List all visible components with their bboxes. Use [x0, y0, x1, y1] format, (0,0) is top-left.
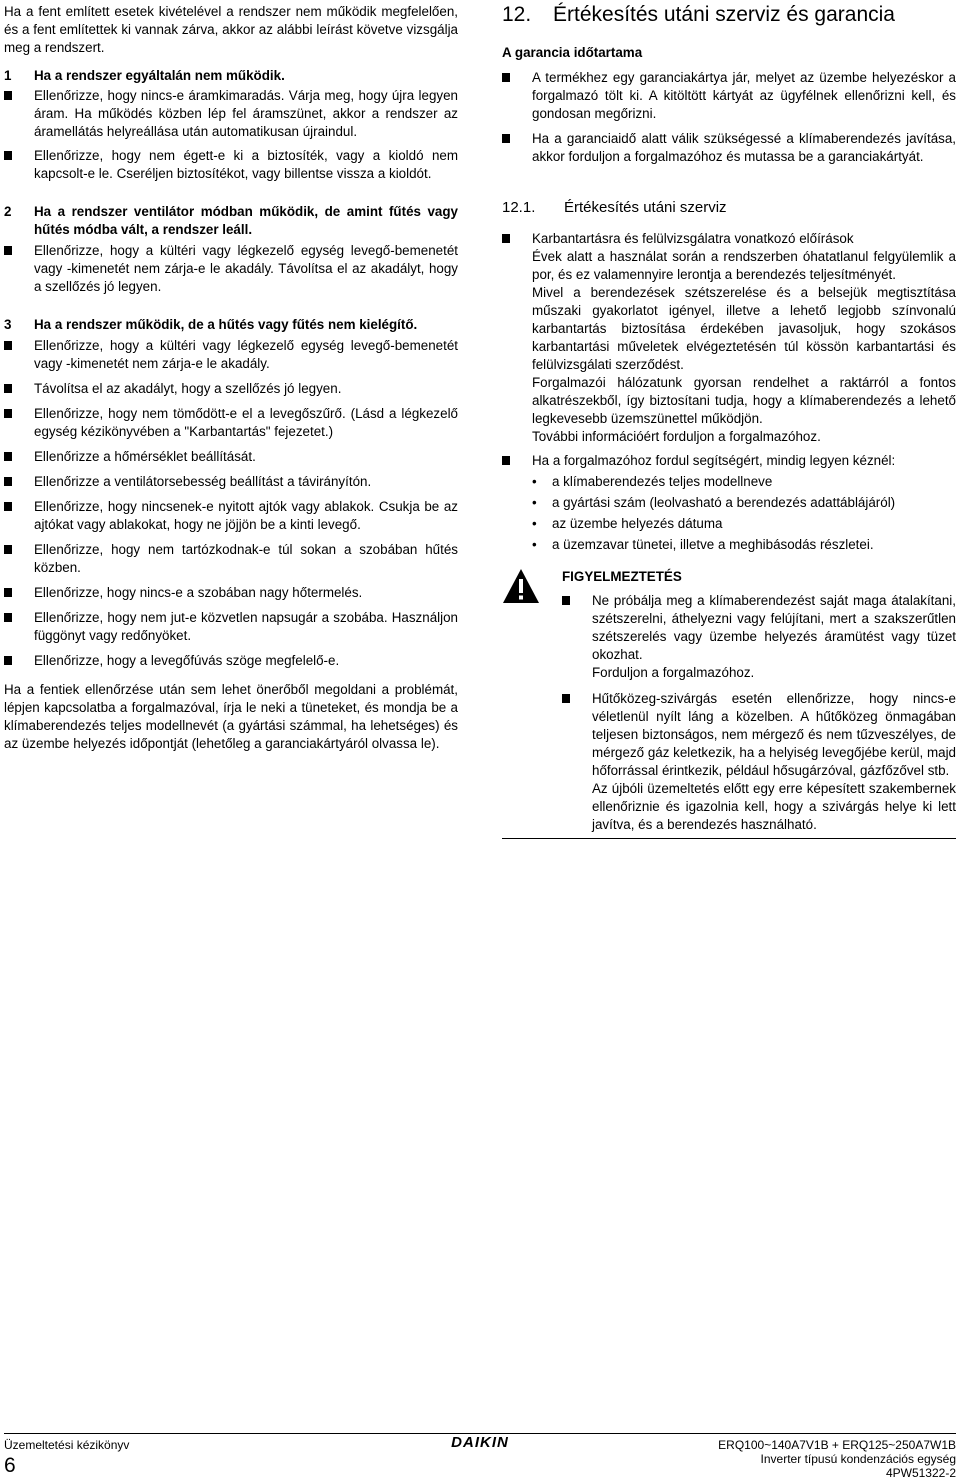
warning-bottom-rule	[502, 838, 956, 839]
warning-item: Ne próbálja meg a klímaberendezést saját maga átalakítani, szétszerelni, áthelyezni vagy felújítani, mert a szakszerűtlen szétszerelés vagy üzembe helyezés áramütést vagy tüzet okozhat. Forduljon a forgalmazóhoz.	[562, 592, 956, 682]
list-item: Ha a garanciaidő alatt válik szükségessé a klímaberendezés javítása, akkor forduljon a forgalmazóhoz és mutassa be a garanciakártyát.	[502, 130, 956, 166]
list-item: Ellenőrizze, hogy nem tartózkodnak-e túl sokan a szobában hűtés közben.	[4, 541, 458, 577]
list-item: Ellenőrizze, hogy a kültéri vagy légkezelő egység levegő-bemenetét vagy -kimenetét nem zárja-e le akadály.	[4, 337, 458, 373]
list-item: Ellenőrizze a hőmérséklet beállítását.	[4, 448, 458, 466]
bullet-square-icon	[4, 384, 12, 393]
section-3-number: 3	[4, 317, 12, 332]
bullet-square-icon	[4, 91, 12, 100]
section-1-heading	[4, 67, 458, 85]
bullet-square-icon	[4, 452, 12, 461]
dot-list-item: • a gyártási szám (leolvasható a berendezés adattáblájáról)	[532, 495, 896, 510]
bullet-square-icon	[4, 246, 12, 255]
list-item: Ellenőrizze, hogy nincs-e a szobában nagy hőtermelés.	[4, 584, 458, 602]
list-item: Ellenőrizze, hogy nincs-e áramkimaradás. Várja meg, hogy újra legyen áram. Ha működés közben lép fel áramszünet, akkor a rendszer az áramellátás helyreállása után automatikusan újraindul.	[4, 87, 458, 141]
bullet-dot-icon: •	[532, 537, 537, 552]
section-number: 12.1.	[502, 199, 536, 216]
bullet-square-icon	[502, 134, 510, 143]
warning-box	[502, 568, 956, 834]
bullet-dot-icon: •	[532, 474, 537, 489]
service-item-title: Ha a forgalmazóhoz fordul segítségért, mindig legyen kéznél:	[532, 453, 896, 468]
warning-title: FIGYELMEZTETÉS	[562, 569, 682, 584]
bullet-square-icon	[502, 456, 510, 465]
bullet-square-icon	[4, 477, 12, 486]
bullet-square-icon	[562, 694, 570, 703]
bullet-square-icon	[4, 409, 12, 418]
dot-list-item: • a klímaberendezés teljes modellneve	[532, 474, 773, 489]
dot-list-item: • a üzemzavar tünetei, illetve a meghibásodás részletei.	[532, 537, 874, 552]
list-item: Ellenőrizze, hogy nem tömődött-e el a levegőszűrő. (Lásd a légkezelő egység kézikönyvében a "Karbantartás" fejezetet.)	[4, 405, 458, 441]
warning-triangle-icon	[502, 568, 540, 604]
warranty-heading: A garancia időtartama	[502, 45, 643, 60]
section-3-title: Ha a rendszer működik, de a hűtés vagy fűtés nem kielégítő.	[34, 317, 418, 332]
section-1-number: 1	[4, 68, 12, 83]
chapter-number: 12.	[502, 3, 532, 26]
intro-paragraph: Ha a fent említett esetek kivételével a rendszer nem működik megfelelően, és a fent említettek ki vannak zárva, akkor az alábbi leírást követve vizsgálja meg a rendszert.	[4, 4, 458, 55]
section-1-title: Ha a rendszer egyáltalán nem működik.	[34, 68, 285, 83]
list-item: Ellenőrizze, hogy a levegőfúvás szöge megfelelő-e.	[4, 652, 458, 670]
document-code: 4PW51322-2	[885, 1466, 956, 1480]
product-subtitle: Inverter típusú kondenzációs egység	[760, 1452, 956, 1466]
bullet-square-icon	[4, 656, 12, 665]
section-2-heading	[4, 203, 458, 239]
bullet-dot-icon: •	[532, 495, 537, 510]
section-2-number: 2	[4, 204, 12, 219]
bullet-square-icon	[4, 613, 12, 622]
service-item-title: Karbantartásra és felülvizsgálatra vonatkozó előírások	[532, 231, 854, 246]
list-item: Ellenőrizze a ventilátorsebesség beállítást a távirányítón.	[4, 473, 458, 491]
bullet-square-icon	[4, 588, 12, 597]
bullet-square-icon	[4, 502, 12, 511]
bullet-dot-icon: •	[532, 516, 537, 531]
section-title: Értékesítés utáni szerviz	[564, 199, 727, 216]
warning-item: Hűtőközeg-szivárgás esetén ellenőrizze, hogy nincs-e véletlenül nyílt láng a közelben. A hűtőközeg önmagában teljesen biztonságos, nem mérgező és nem tűzveszélyes, de mérgező gáz keletkezik, ha a helyiség levegőjébe kerül, majd hőforrással érintkezik, például hősugárzóval, gázfőzővel stb. Az újbóli üzemeltetés előtt egy erre képesített szakembernek ellenőriznie és igazolnia kell, hogy a szivárgás helye ki lett javítva, és a berendezés használható.	[562, 690, 956, 834]
section-3-heading	[4, 316, 458, 334]
list-item	[502, 452, 956, 470]
bullet-square-icon	[4, 341, 12, 350]
bullet-square-icon	[4, 151, 12, 160]
daikin-logo: DAIKIN	[451, 1434, 509, 1451]
bullet-square-icon	[502, 73, 510, 82]
page-number: 6	[4, 1454, 16, 1477]
bullet-square-icon	[502, 234, 510, 243]
footer-right	[636, 1438, 956, 1480]
list-item: Ellenőrizze, hogy nincsenek-e nyitott ajtók vagy ablakok. Csukja be az ajtókat vagy ablakokat, hogy ne jöjjön be a kinti levegő.	[4, 498, 458, 534]
manual-name: Üzemeltetési kézikönyv	[4, 1438, 130, 1452]
list-item: Ellenőrizze, hogy nem égett-e ki a biztosíték, vagy a kioldó nem kapcsolt-e le. Cseréljen biztosítékot, vagy billentse vissza a kioldót.	[4, 147, 458, 183]
section-2-title: Ha a rendszer ventilátor módban működik, de amint fűtés vagy hűtés módba vált, a rendszer leáll.	[34, 204, 458, 237]
brand-logo	[440, 1436, 520, 1450]
section-heading	[502, 198, 956, 218]
chapter-heading	[502, 2, 956, 28]
bullet-square-icon	[4, 545, 12, 554]
left-column	[4, 0, 458, 753]
list-item: Karbantartásra és felülvizsgálatra vonatkozó előírások Évek alatt a használat során a rendszerben óhatatlanul felgyülemlik a por, és ez valamennyire lerontja a berendezés teljesítményét. Mivel a berendezések szétszerelése és a belsejük megtisztítása műszaki gyakorlatot igényel, illetve a lehető legjobb színvonalú karbantartás biztosítása érdekében javasoljuk, hogy szokásos karbantartási műveletek elvégeztetésén túl kössön karbantartási és felülvizsgálati szerződést. Forgalmazói hálózatunk gyorsan rendelhet a raktárról a fontos alkatrészekből, így biztosítani tudja, hogy a klímaberendezés a lehető legkevesebb üzemszünettel működjön. További információért forduljon a forgalmazóhoz.	[502, 230, 956, 446]
list-item: Ellenőrizze, hogy a kültéri vagy légkezelő egység levegő-bemenetét vagy -kimenetét nem zárja-e le akadály. Távolítsa el az akadályt, hogy a szellőzés jó legyen.	[4, 242, 458, 296]
bullet-square-icon	[562, 596, 570, 605]
model-name: ERQ100~140A7V1B + ERQ125~250A7W1B	[718, 1438, 956, 1452]
list-item: Távolítsa el az akadályt, hogy a szellőzés jó legyen.	[4, 380, 458, 398]
closing-paragraph: Ha a fentiek ellenőrzése után sem lehet önerőből megoldani a problémát, lépjen kapcsolatba a forgalmazóval, írja le neki a tüneteket, és mondja be a klímaberendezés teljes modellnevét (a gyártási számmal, ha lehetséges) és az üzembe helyezés időpontját (lehetőleg a garanciakártyáról olvassa le).	[4, 682, 458, 751]
dot-list-item: • az üzembe helyezés dátuma	[532, 516, 723, 531]
footer-left	[4, 1438, 264, 1478]
chapter-title: Értékesítés utáni szerviz és garancia	[553, 3, 895, 26]
list-item: A termékhez egy garanciakártya jár, melyet az üzembe helyezéskor a forgalmazó tölt ki. A kitöltött kártyát az ügyfélnek ellenőrizni kell, és gondosan megőrizni.	[502, 69, 956, 123]
list-item: Ellenőrizze, hogy nem jut-e közvetlen napsugár a szobába. Használjon függönyt vagy redőnyöket.	[4, 609, 458, 645]
right-column	[502, 0, 956, 839]
